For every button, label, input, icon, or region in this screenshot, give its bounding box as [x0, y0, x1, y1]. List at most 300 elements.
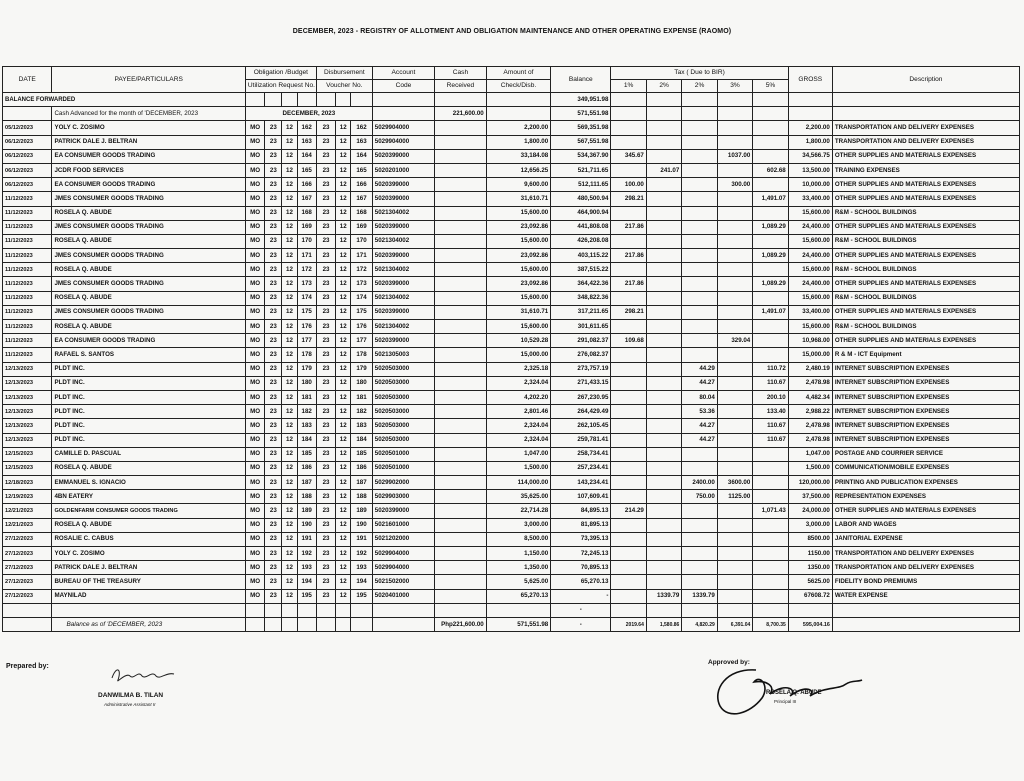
row-tax-2b: 2400.00 — [682, 476, 717, 490]
blank-cell — [52, 603, 245, 617]
row-mo: MO — [245, 419, 264, 433]
row-mo: MO — [245, 334, 264, 348]
row-gross: 1,800.00 — [788, 135, 832, 149]
row-dv-number: 164 — [351, 149, 373, 163]
row-dv-number: 163 — [351, 135, 373, 149]
row-dv-month: 12 — [336, 419, 351, 433]
row-tax-1 — [611, 291, 646, 305]
row-ors-number: 166 — [297, 178, 316, 192]
row-tax-2b — [682, 263, 717, 277]
row-dv-year: 23 — [316, 163, 335, 177]
row-cash-received — [435, 178, 487, 192]
row-balance: 65,270.13 — [551, 575, 611, 589]
row-dv-month: 12 — [336, 149, 351, 163]
row-cash-received — [435, 476, 487, 490]
row-tax-5: 110.72 — [753, 362, 789, 376]
row-dv-number: 162 — [351, 121, 373, 135]
row-ors-year: 23 — [265, 490, 282, 504]
row-ors-month: 12 — [282, 234, 297, 248]
row-payee: ROSELA Q. ABUDE — [52, 291, 245, 305]
blank-cell — [646, 603, 681, 617]
row-tax-1: 345.67 — [611, 149, 646, 163]
row-tax-2a — [646, 320, 681, 334]
row-payee: ROSELA Q. ABUDE — [52, 320, 245, 334]
row-cash-received — [435, 589, 487, 603]
row-balance: 534,367.90 — [551, 149, 611, 163]
row-amount: 23,092.86 — [486, 220, 550, 234]
row-cash-received — [435, 192, 487, 206]
row-tax-2a — [646, 376, 681, 390]
row-tax-5: 1,089.29 — [753, 249, 789, 263]
row-cash-received — [435, 121, 487, 135]
row-tax-2a: 1339.79 — [646, 589, 681, 603]
row-gross: 13,500.00 — [788, 163, 832, 177]
row-cash-received — [435, 504, 487, 518]
row-account-code: 5021305003 — [372, 348, 434, 362]
row-gross: 15,600.00 — [788, 320, 832, 334]
row-payee: JMES CONSUMER GOODS TRADING — [52, 192, 245, 206]
row-balance: 262,105.45 — [551, 419, 611, 433]
row-payee: ROSELA Q. ABUDE — [52, 518, 245, 532]
row-ors-year: 23 — [265, 419, 282, 433]
row-ors-number: 190 — [297, 518, 316, 532]
totals-tax-2b: 4,820.29 — [682, 617, 717, 631]
row-dv-month: 12 — [336, 178, 351, 192]
row-ors-year: 23 — [265, 277, 282, 291]
row-ors-year: 23 — [265, 334, 282, 348]
row-cash-received — [435, 447, 487, 461]
row-mo: MO — [245, 561, 264, 575]
table-row — [3, 376, 1020, 390]
row-description: PRINTING AND PUBLICATION EXPENSES — [832, 476, 1019, 490]
row-dv-month: 12 — [336, 532, 351, 546]
row-dv-year: 23 — [316, 277, 335, 291]
row-mo: MO — [245, 206, 264, 220]
row-gross: 33,400.00 — [788, 305, 832, 319]
row-dv-number: 193 — [351, 561, 373, 575]
row-ors-month: 12 — [282, 220, 297, 234]
row-dv-number: 170 — [351, 234, 373, 248]
row-tax-1: 109.68 — [611, 334, 646, 348]
row-amount: 2,801.46 — [486, 405, 550, 419]
row-mo: MO — [245, 320, 264, 334]
table-row — [3, 490, 1020, 504]
row-tax-2b — [682, 135, 717, 149]
row-dv-month: 12 — [336, 234, 351, 248]
table-row — [3, 121, 1020, 135]
row-gross: 37,500.00 — [788, 490, 832, 504]
row-tax-1 — [611, 532, 646, 546]
row-tax-2a — [646, 291, 681, 305]
row-tax-2b — [682, 320, 717, 334]
row-balance: 276,082.37 — [551, 348, 611, 362]
row-tax-5: 1,491.07 — [753, 192, 789, 206]
header-amount: Amount of — [486, 67, 550, 80]
row-cash-received — [435, 575, 487, 589]
row-balance: 107,609.41 — [551, 490, 611, 504]
row-ors-year: 23 — [265, 234, 282, 248]
row-date: 11/12/2023 — [3, 263, 52, 277]
row-dv-number: 166 — [351, 178, 373, 192]
row-dv-month: 12 — [336, 405, 351, 419]
row-tax-2b — [682, 163, 717, 177]
row-gross: 15,600.00 — [788, 234, 832, 248]
row-gross: 2,478.98 — [788, 419, 832, 433]
row-balance: 72,245.13 — [551, 547, 611, 561]
row-description: INTERNET SUBSCRIPTION EXPENSES — [832, 376, 1019, 390]
balance-forwarded-value: 349,951.98 — [551, 93, 611, 107]
row-amount: 15,600.00 — [486, 263, 550, 277]
row-amount: 1,800.00 — [486, 135, 550, 149]
row-tax-2b: 44.29 — [682, 362, 717, 376]
row-dv-year: 23 — [316, 589, 335, 603]
prepared-by-label: Prepared by: — [6, 663, 49, 670]
row-account-code: 5020503000 — [372, 376, 434, 390]
row-dv-month: 12 — [336, 206, 351, 220]
row-description: OTHER SUPPLIES AND MATERIALS EXPENSES — [832, 277, 1019, 291]
header-description: Description — [832, 67, 1019, 93]
header-obligation-sub: Utilization Request No. — [245, 80, 316, 93]
row-ors-month: 12 — [282, 504, 297, 518]
row-tax-2a — [646, 249, 681, 263]
row-tax-3 — [717, 589, 752, 603]
row-payee: PATRICK DALE J. BELTRAN — [52, 561, 245, 575]
row-mo: MO — [245, 405, 264, 419]
row-ors-number: 178 — [297, 348, 316, 362]
row-dv-number: 172 — [351, 263, 373, 277]
row-description: WATER EXPENSE — [832, 589, 1019, 603]
row-account-code: 5021502000 — [372, 575, 434, 589]
row-dv-month: 12 — [336, 305, 351, 319]
row-tax-5 — [753, 234, 789, 248]
row-balance: 426,208.08 — [551, 234, 611, 248]
cash-advance-label: Cash Advanced for the month of 'DECEMBER, 2023 — [52, 107, 245, 121]
totals-tax-2a: 1,580.86 — [646, 617, 681, 631]
row-ors-number: 176 — [297, 320, 316, 334]
row-amount: 9,600.00 — [486, 178, 550, 192]
row-account-code: 5021304002 — [372, 320, 434, 334]
row-date: 12/15/2023 — [3, 447, 52, 461]
table-row — [3, 135, 1020, 149]
row-tax-1: 100.00 — [611, 178, 646, 192]
row-tax-2a — [646, 447, 681, 461]
blank-row — [3, 603, 1020, 617]
table-row — [3, 234, 1020, 248]
row-cash-received — [435, 518, 487, 532]
row-description: POSTAGE AND COURRIER SERVICE — [832, 447, 1019, 461]
row-dv-year: 23 — [316, 547, 335, 561]
row-amount: 2,324.04 — [486, 419, 550, 433]
row-dv-number: 191 — [351, 532, 373, 546]
header-cash-sub: Received — [435, 80, 487, 93]
row-ors-year: 23 — [265, 476, 282, 490]
row-gross: 120,000.00 — [788, 476, 832, 490]
row-dv-month: 12 — [336, 561, 351, 575]
row-mo: MO — [245, 518, 264, 532]
totals-cell — [351, 617, 373, 631]
row-amount: 33,184.08 — [486, 149, 550, 163]
row-balance: 403,115.22 — [551, 249, 611, 263]
row-amount: 2,324.04 — [486, 376, 550, 390]
row-balance: 301,611.65 — [551, 320, 611, 334]
row-dv-month: 12 — [336, 348, 351, 362]
row-gross: 10,000.00 — [788, 178, 832, 192]
row-dv-number: 171 — [351, 249, 373, 263]
row-tax-2a — [646, 220, 681, 234]
row-tax-1 — [611, 206, 646, 220]
row-tax-3 — [717, 277, 752, 291]
row-date: 27/12/2023 — [3, 561, 52, 575]
row-ors-year: 23 — [265, 291, 282, 305]
row-tax-3 — [717, 291, 752, 305]
row-ors-number: 177 — [297, 334, 316, 348]
row-description: INTERNET SUBSCRIPTION EXPENSES — [832, 405, 1019, 419]
row-tax-1 — [611, 547, 646, 561]
row-amount: 35,625.00 — [486, 490, 550, 504]
row-ors-number: 192 — [297, 547, 316, 561]
row-ors-month: 12 — [282, 192, 297, 206]
row-dv-year: 23 — [316, 476, 335, 490]
row-ors-number: 191 — [297, 532, 316, 546]
row-mo: MO — [245, 149, 264, 163]
row-date: 11/12/2023 — [3, 291, 52, 305]
row-description: LABOR AND WAGES — [832, 518, 1019, 532]
row-date: 11/12/2023 — [3, 220, 52, 234]
row-balance: 264,429.49 — [551, 405, 611, 419]
row-gross: 4,482.34 — [788, 390, 832, 404]
row-tax-2b — [682, 206, 717, 220]
row-tax-2a — [646, 504, 681, 518]
row-dv-month: 12 — [336, 575, 351, 589]
row-ors-year: 23 — [265, 589, 282, 603]
row-dv-number: 180 — [351, 376, 373, 390]
row-description: OTHER SUPPLIES AND MATERIALS EXPENSES — [832, 249, 1019, 263]
row-description: OTHER SUPPLIES AND MATERIALS EXPENSES — [832, 220, 1019, 234]
row-dv-month: 12 — [336, 249, 351, 263]
header-date: DATE — [3, 67, 52, 93]
row-dv-year: 23 — [316, 433, 335, 447]
row-ors-month: 12 — [282, 561, 297, 575]
table-body — [3, 93, 1020, 632]
row-payee: GOLDENFARM CONSUMER GOODS TRADING — [52, 504, 245, 518]
blank-cell — [753, 603, 789, 617]
row-dv-year: 23 — [316, 348, 335, 362]
row-payee: BUREAU OF THE TREASURY — [52, 575, 245, 589]
row-amount: 5,625.00 — [486, 575, 550, 589]
row-tax-5 — [753, 320, 789, 334]
row-description: FIDELITY BOND PREMIUMS — [832, 575, 1019, 589]
table-row — [3, 419, 1020, 433]
row-dv-year: 23 — [316, 490, 335, 504]
blank-cell — [435, 603, 487, 617]
row-payee: EA CONSUMER GOODS TRADING — [52, 149, 245, 163]
row-gross: 2,480.19 — [788, 362, 832, 376]
row-ors-number: 169 — [297, 220, 316, 234]
row-date: 11/12/2023 — [3, 249, 52, 263]
row-payee: RAFAEL S. SANTOS — [52, 348, 245, 362]
row-dv-year: 23 — [316, 263, 335, 277]
row-ors-month: 12 — [282, 461, 297, 475]
table-row — [3, 362, 1020, 376]
totals-cell — [372, 617, 434, 631]
row-ors-year: 23 — [265, 163, 282, 177]
table-row — [3, 461, 1020, 475]
row-dv-number: 169 — [351, 220, 373, 234]
totals-balance: - — [551, 617, 611, 631]
row-date: 27/12/2023 — [3, 575, 52, 589]
blank-cell — [282, 603, 297, 617]
row-date: 12/13/2023 — [3, 362, 52, 376]
row-mo: MO — [245, 461, 264, 475]
row-description: TRANSPORTATION AND DELIVERY EXPENSES — [832, 135, 1019, 149]
totals-tax-3: 6,391.04 — [717, 617, 752, 631]
row-description: TRANSPORTATION AND DELIVERY EXPENSES — [832, 547, 1019, 561]
table-row — [3, 433, 1020, 447]
row-ors-number: 181 — [297, 390, 316, 404]
row-tax-3 — [717, 405, 752, 419]
row-mo: MO — [245, 390, 264, 404]
table-row — [3, 348, 1020, 362]
row-tax-5: 110.67 — [753, 433, 789, 447]
row-mo: MO — [245, 447, 264, 461]
totals-cell — [336, 617, 351, 631]
row-amount: 1,047.00 — [486, 447, 550, 461]
row-dv-number: 176 — [351, 320, 373, 334]
row-ors-year: 23 — [265, 263, 282, 277]
row-ors-number: 163 — [297, 135, 316, 149]
row-tax-5 — [753, 135, 789, 149]
row-ors-year: 23 — [265, 547, 282, 561]
row-dv-year: 23 — [316, 376, 335, 390]
row-ors-month: 12 — [282, 135, 297, 149]
row-tax-2a — [646, 433, 681, 447]
row-cash-received — [435, 234, 487, 248]
row-tax-5 — [753, 461, 789, 475]
row-tax-2b — [682, 277, 717, 291]
row-dv-year: 23 — [316, 447, 335, 461]
row-dv-year: 23 — [316, 220, 335, 234]
row-balance: 317,211.65 — [551, 305, 611, 319]
row-dv-year: 23 — [316, 362, 335, 376]
row-tax-2a — [646, 405, 681, 419]
row-dv-year: 23 — [316, 135, 335, 149]
row-gross: 24,400.00 — [788, 249, 832, 263]
row-balance: 273,757.19 — [551, 362, 611, 376]
row-date: 12/19/2023 — [3, 490, 52, 504]
row-dv-year: 23 — [316, 178, 335, 192]
row-ors-year: 23 — [265, 461, 282, 475]
row-ors-year: 23 — [265, 447, 282, 461]
blank-cell — [788, 603, 832, 617]
row-tax-3 — [717, 263, 752, 277]
table-row — [3, 305, 1020, 319]
row-tax-5: 602.68 — [753, 163, 789, 177]
row-balance: 84,895.13 — [551, 504, 611, 518]
header-tax-1: 1% — [611, 80, 646, 93]
row-gross: 5625.00 — [788, 575, 832, 589]
row-tax-5 — [753, 149, 789, 163]
row-dv-month: 12 — [336, 362, 351, 376]
row-description: TRANSPORTATION AND DELIVERY EXPENSES — [832, 121, 1019, 135]
totals-cell — [297, 617, 316, 631]
row-ors-month: 12 — [282, 490, 297, 504]
prepared-signature — [108, 662, 178, 688]
row-tax-2a — [646, 178, 681, 192]
row-tax-2a — [646, 461, 681, 475]
row-tax-3 — [717, 320, 752, 334]
blank-balance: - — [551, 603, 611, 617]
row-tax-3 — [717, 249, 752, 263]
header-account-sub: Code — [372, 80, 434, 93]
row-tax-2a — [646, 561, 681, 575]
row-tax-3 — [717, 561, 752, 575]
row-ors-number: 188 — [297, 490, 316, 504]
row-dv-month: 12 — [336, 220, 351, 234]
totals-label: Balance as of 'DECEMBER, 2023 — [52, 617, 245, 631]
row-balance: 259,781.41 — [551, 433, 611, 447]
row-description: INTERNET SUBSCRIPTION EXPENSES — [832, 433, 1019, 447]
cash-advance-row — [3, 107, 1020, 121]
row-dv-number: 184 — [351, 433, 373, 447]
row-description: JANITORIAL EXPENSE — [832, 532, 1019, 546]
row-date: 11/12/2023 — [3, 277, 52, 291]
row-cash-received — [435, 390, 487, 404]
table-row — [3, 149, 1020, 163]
row-cash-received — [435, 532, 487, 546]
table-row — [3, 518, 1020, 532]
table-row — [3, 192, 1020, 206]
row-tax-2a — [646, 277, 681, 291]
row-tax-1 — [611, 518, 646, 532]
row-tax-2a — [646, 490, 681, 504]
table-header — [3, 67, 1020, 93]
row-tax-5: 1,071.43 — [753, 504, 789, 518]
row-description: OTHER SUPPLIES AND MATERIALS EXPENSES — [832, 178, 1019, 192]
row-balance: - — [551, 589, 611, 603]
row-tax-1 — [611, 476, 646, 490]
row-balance: 364,422.36 — [551, 277, 611, 291]
row-balance: 521,711.65 — [551, 163, 611, 177]
row-tax-2a — [646, 476, 681, 490]
row-dv-month: 12 — [336, 135, 351, 149]
row-dv-year: 23 — [316, 192, 335, 206]
row-gross: 15,600.00 — [788, 206, 832, 220]
row-amount: 22,714.28 — [486, 504, 550, 518]
row-cash-received — [435, 305, 487, 319]
table-row — [3, 405, 1020, 419]
row-payee: PLDT INC. — [52, 433, 245, 447]
row-dv-year: 23 — [316, 575, 335, 589]
row-tax-5 — [753, 518, 789, 532]
row-payee: EA CONSUMER GOODS TRADING — [52, 334, 245, 348]
row-ors-year: 23 — [265, 135, 282, 149]
row-dv-month: 12 — [336, 277, 351, 291]
row-mo: MO — [245, 490, 264, 504]
row-tax-1: 217.86 — [611, 277, 646, 291]
row-dv-year: 23 — [316, 461, 335, 475]
row-dv-number: 183 — [351, 419, 373, 433]
row-dv-month: 12 — [336, 263, 351, 277]
header-balance: Balance — [551, 67, 611, 93]
row-ors-year: 23 — [265, 518, 282, 532]
header-amount-sub: Check/Disb. — [486, 80, 550, 93]
row-description: OTHER SUPPLIES AND MATERIALS EXPENSES — [832, 334, 1019, 348]
row-mo: MO — [245, 192, 264, 206]
row-date: 12/13/2023 — [3, 433, 52, 447]
row-dv-month: 12 — [336, 433, 351, 447]
row-date: 12/13/2023 — [3, 376, 52, 390]
row-tax-3 — [717, 547, 752, 561]
